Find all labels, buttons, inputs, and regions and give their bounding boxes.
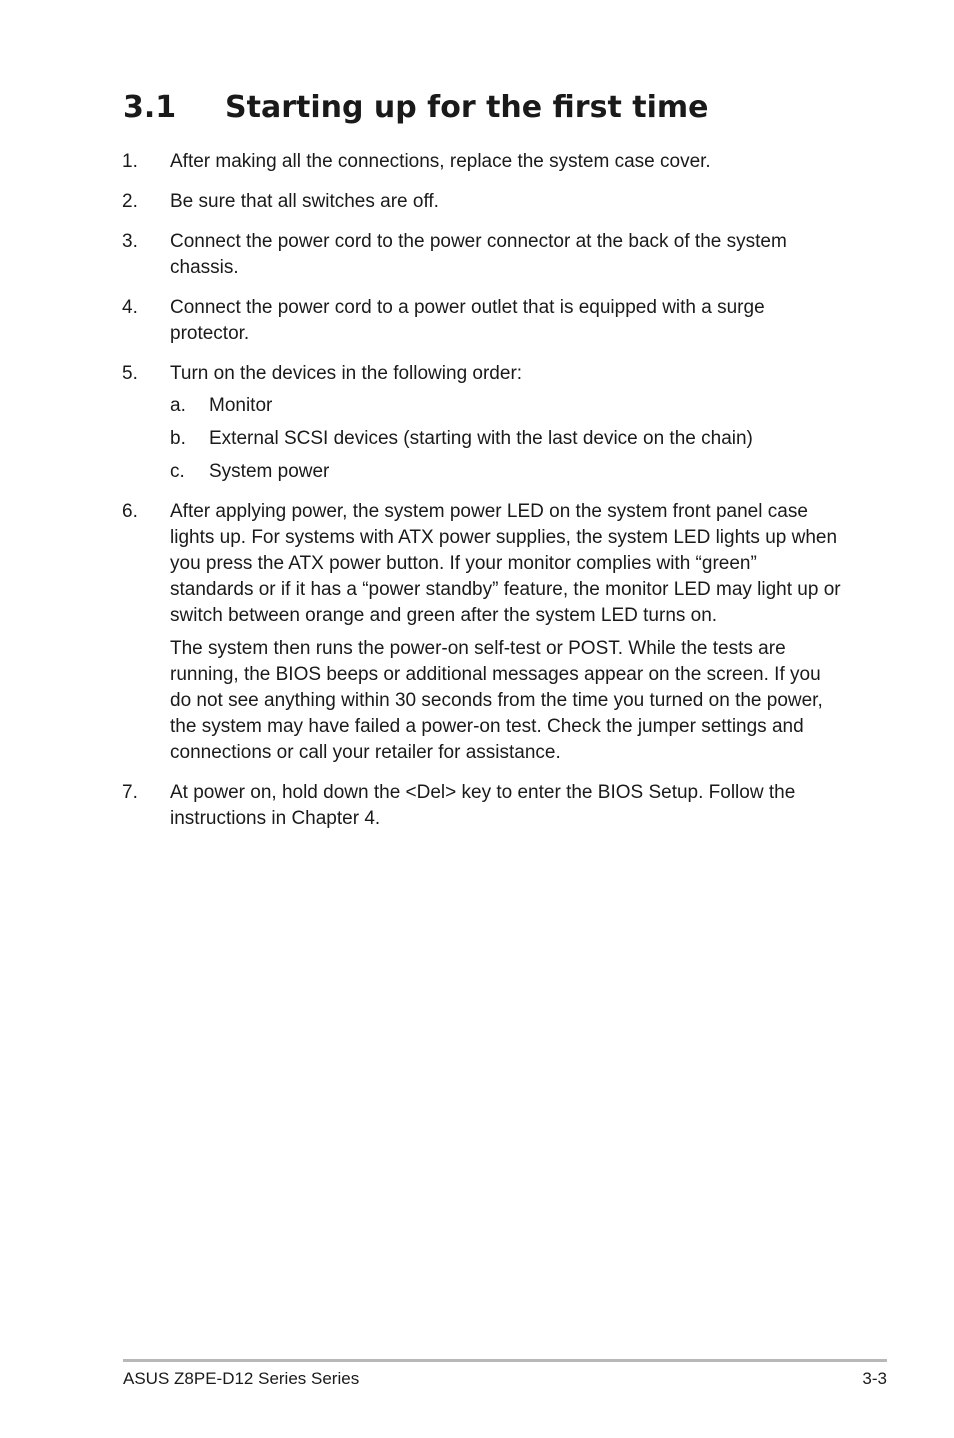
step-number: 1. [122, 151, 138, 172]
page-title [123, 88, 708, 128]
step-body [170, 361, 842, 485]
step-5 [122, 361, 842, 485]
footer-product-name: ASUS Z8PE-D12 Series Series [123, 1369, 360, 1388]
step-text: Turn on the devices in the following order: [170, 363, 523, 384]
substep-text: External SCSI devices (starting with the last device on the chain) [209, 428, 753, 449]
footer-page-number: 3-3 [862, 1369, 887, 1388]
substep-letter: c. [170, 461, 185, 482]
step-number: 3. [122, 231, 138, 252]
substep-letter: b. [170, 428, 186, 449]
substep-system-power [170, 459, 842, 485]
step-text: After applying power, the system power LED on the system front panel case lights up. For systems with ATX power supplies, the system LED lights up when you press the ATX power button. If your monitor complies with “green” standards or if it has a “power standby” feature, the monitor LED may light up or switch between orange and green after the system LED turns on. [170, 501, 841, 626]
substep-text: System power [209, 461, 330, 482]
step-7 [122, 780, 842, 832]
step-number: 7. [122, 782, 138, 803]
step-body [170, 189, 842, 215]
step-text: After making all the connections, replace the system case cover. [170, 151, 711, 172]
step-body [170, 149, 842, 175]
step-number: 6. [122, 501, 138, 522]
substep-monitor [170, 393, 842, 419]
startup-steps-list [122, 149, 842, 846]
section-number: 3.1 [123, 90, 177, 125]
step-2 [122, 189, 842, 215]
step-number: 4. [122, 297, 138, 318]
step-6 [122, 499, 842, 766]
substep-scsi-devices [170, 426, 842, 452]
substep-letter: a. [170, 395, 186, 416]
step-text-continued: The system then runs the power-on self-test or POST. While the tests are running, the BIOS beeps or additional messages appear on the screen. If you do not see anything within 30 seconds from the time you turned on the power, the system may have failed a power-on test. Check the jumper settings and connections or call your retailer for assistance. [170, 638, 823, 763]
step-text: At power on, hold down the <Del> key to enter the BIOS Setup. Follow the instructions in Chapter 4. [170, 782, 796, 829]
step-number: 2. [122, 191, 138, 212]
substep-text: Monitor [209, 395, 273, 416]
step-text: Connect the power cord to a power outlet that is equipped with a surge protector. [170, 297, 765, 344]
step-body [170, 229, 842, 281]
step-body [170, 499, 842, 766]
section-title: Starting up for the first time [225, 90, 709, 125]
step-body [170, 295, 842, 347]
step-1 [122, 149, 842, 175]
step-text: Connect the power cord to the power connector at the back of the system chassis. [170, 231, 787, 278]
step-text: Be sure that all switches are off. [170, 191, 439, 212]
step-body [170, 780, 842, 832]
step-3 [122, 229, 842, 281]
step-4 [122, 295, 842, 347]
step-number: 5. [122, 363, 138, 384]
footer-divider [123, 1359, 887, 1362]
device-order-list [170, 393, 842, 485]
